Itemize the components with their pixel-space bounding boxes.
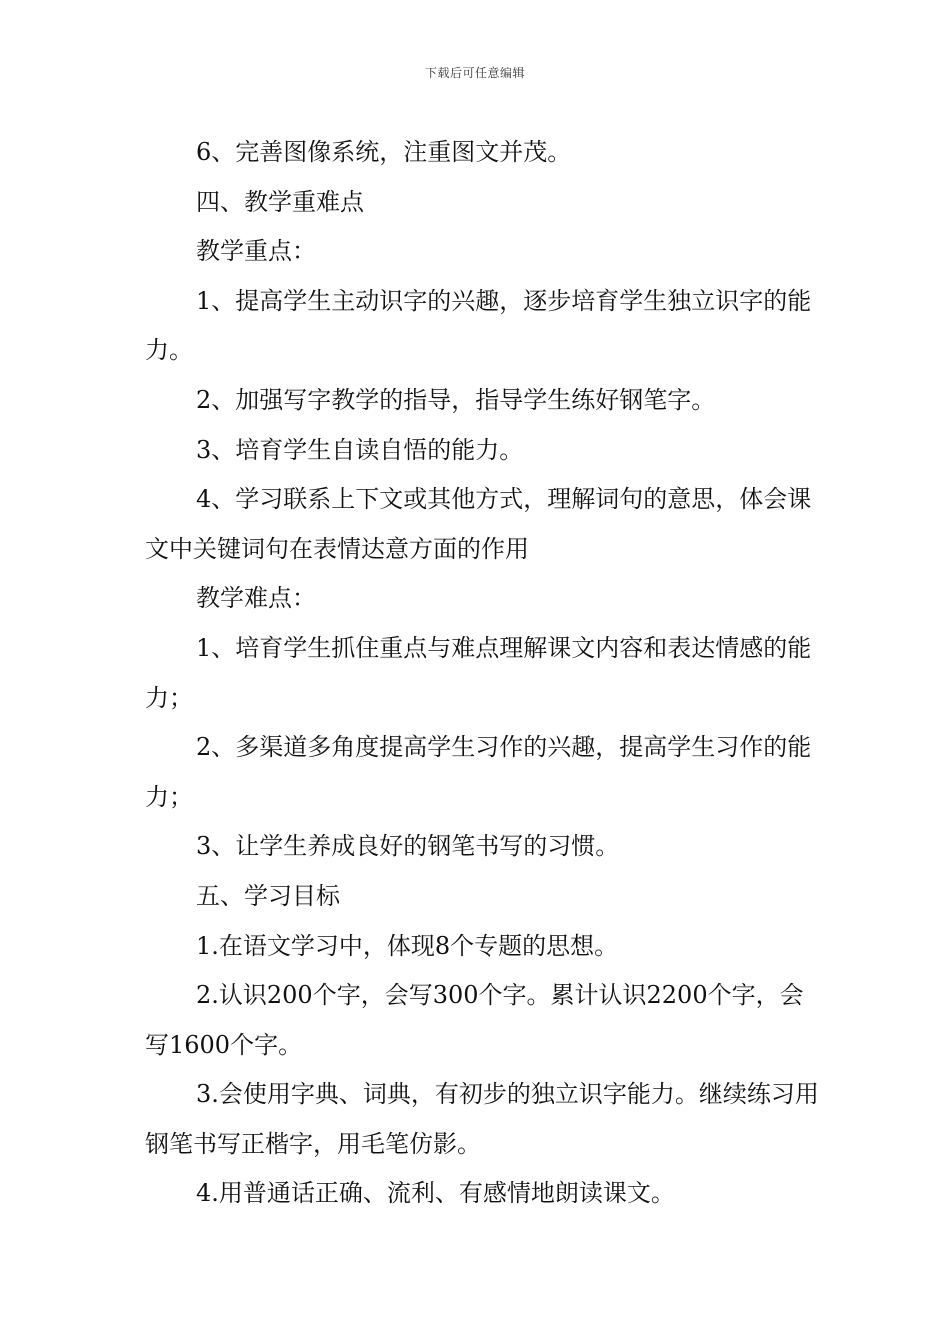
focus-item-3: 3、培育学生自读自悟的能力。 [196, 435, 524, 464]
goal-item-1: 1.在语文学习中，体现8个专题的思想。 [196, 931, 619, 960]
subheading-teaching-difficulties: 教学难点： [196, 584, 316, 613]
focus-item-1: 1、提高学生主动识字的兴趣，逐步培育学生独立识字的能力。 [145, 286, 812, 365]
page-header: 下载后可任意编辑 [424, 66, 525, 80]
subheading-teaching-focus: 教学重点： [196, 237, 316, 266]
difficulty-item-3: 3、让学生养成良好的钢笔书写的习惯。 [196, 832, 620, 861]
difficulty-item-2: 2、多渠道多角度提高学生习作的兴趣，提高学生习作的能力； [145, 733, 812, 811]
goal-item-3: 3.会使用字典、词典，有初步的独立识字能力。继续练习用钢笔书写正楷字，用毛笔仿影。 [145, 1080, 819, 1158]
focus-item-2: 2、加强写字教学的指导，指导学生练好钢笔字。 [196, 385, 716, 414]
difficulty-item-1: 1、培育学生抓住重点与难点理解课文内容和表达情感的能力； [145, 633, 812, 712]
section-heading-key-difficult-points: 四、教学重难点 [196, 187, 364, 216]
document-body [145, 128, 825, 1219]
section-heading-learning-goals: 五、学习目标 [196, 881, 340, 910]
focus-item-4: 4、学习联系上下文或其他方式，理解词句的意思，体会课文中关键词句在表情达意方面的作用 [145, 485, 812, 563]
paragraph-item-6-image-system: 6、完善图像系统，注重图文并茂。 [196, 138, 572, 166]
goal-item-4: 4.用普通话正确、流利、有感情地朗读课文。 [196, 1179, 675, 1208]
goal-item-2: 2.认识200个字，会写300个字。累计认识2200个字，会写1600个字。 [145, 981, 804, 1059]
